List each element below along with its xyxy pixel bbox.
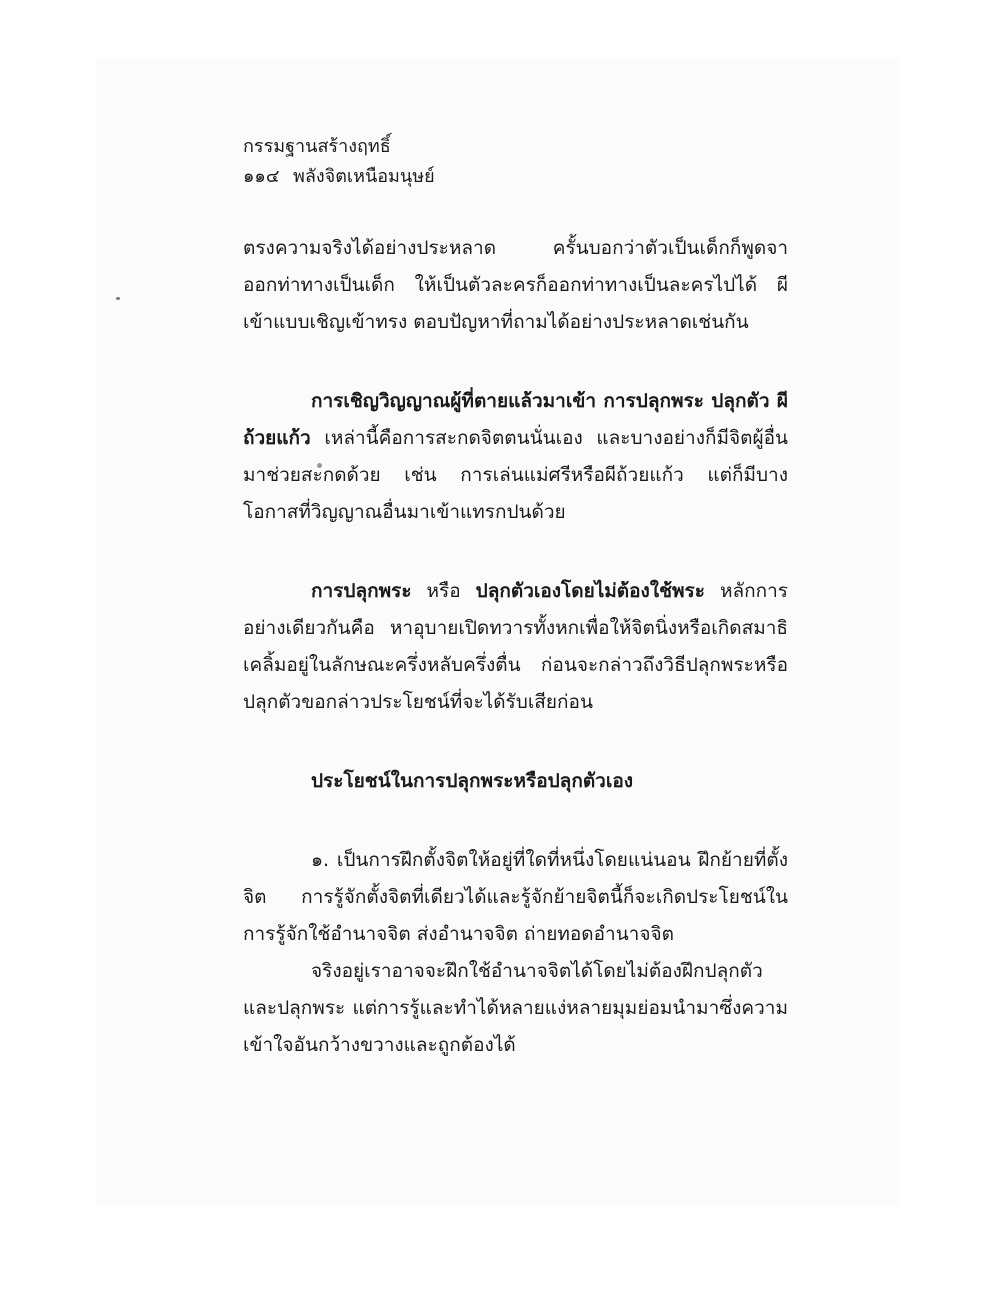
- paragraph-2-bold: การเชิญวิญญาณผู้ที่ตายแล้วมาเข้า การปลุกพระ ปลุกตัว ผีถ้วยแก้ว: [243, 390, 788, 449]
- paragraph-3-bold-1: การปลุกพระ: [311, 580, 412, 602]
- paragraph-3: [243, 573, 788, 721]
- paragraph-3-bold-2: ปลุกตัวเองโดยไม่ต้องใช้พระ: [475, 580, 705, 602]
- paragraph-3-connector: หรือ: [411, 580, 476, 602]
- page-content: [243, 132, 788, 1064]
- paragraph-2: [243, 383, 788, 531]
- chapter-title: พลังจิตเหนือมนุษย์: [293, 166, 435, 187]
- running-header-sub: [243, 162, 788, 192]
- paragraph-5: จริงอยู่เราอาจจะฝึกใช้อำนาจจิตได้โดยไม่ต้องฝึกปลุกตัวและปลุกพระ แต่การรู้และทำได้หลายแง่หลายมุมย่อมนำมาซึ่งความเข้าใจอันกว้างขวางและถูกต้องได้: [243, 960, 788, 1056]
- book-title: กรรมฐานสร้างฤทธิ์: [243, 136, 391, 157]
- paragraph-1: ตรงความจริงได้อย่างประหลาด ครั้นบอกว่าตัวเป็นเด็กก็พูดจาออกท่าทางเป็นเด็ก ให้เป็นตัวละครก็ออกท่าทางเป็นละครไปได้ ผีเข้าแบบเชิญเข้าทรง ตอบปัญหาที่ถามได้อย่างประหลาดเช่นกัน: [243, 237, 788, 333]
- scan-speck: [116, 297, 120, 300]
- page-number: ๑๑๔: [243, 166, 280, 187]
- paragraph-3-text: หลักการอย่างเดียวกันคือ หาอุบายเปิดทวารทั้งหกเพื่อให้จิตนิ่งหรือเกิดสมาธิเคลิ้มอยู่ในลักษณะครึ่งหลับครึ่งตื่น ก่อนจะกล่าวถึงวิธีปลุกพระหรือปลุกตัวขอกล่าวประโยชน์ที่จะได้รับเสียก่อน: [243, 580, 788, 713]
- paragraph-4: ๑. เป็นการฝึกตั้งจิตให้อยู่ที่ใดที่หนึ่งโดยแน่นอน ฝึกย้ายที่ตั้งจิต การรู้จักตั้งจิตที่เดียวได้และรู้จักย้ายจิตนี้ก็จะเกิดประโยชน์ในการรู้จักใช้อำนาจจิต ส่งอำนาจจิต ถ่ายทอดอำนาจจิต: [243, 849, 788, 945]
- section-heading: ประโยชน์ในการปลุกพระหรือปลุกตัวเอง: [311, 770, 634, 792]
- paragraph-2-text: เหล่านี้คือการสะกดจิตตนนั่นเอง และบางอย่างก็มีจิตผู้อื่นมาช่วยสะกดด้วย เช่น การเล่นแม่ศรีหรือผีถ้วยแก้ว แต่ก็มีบางโอกาสที่วิญญาณอื่นมาเข้าแทรกปนด้วย: [243, 427, 788, 523]
- running-header-title: [243, 132, 788, 162]
